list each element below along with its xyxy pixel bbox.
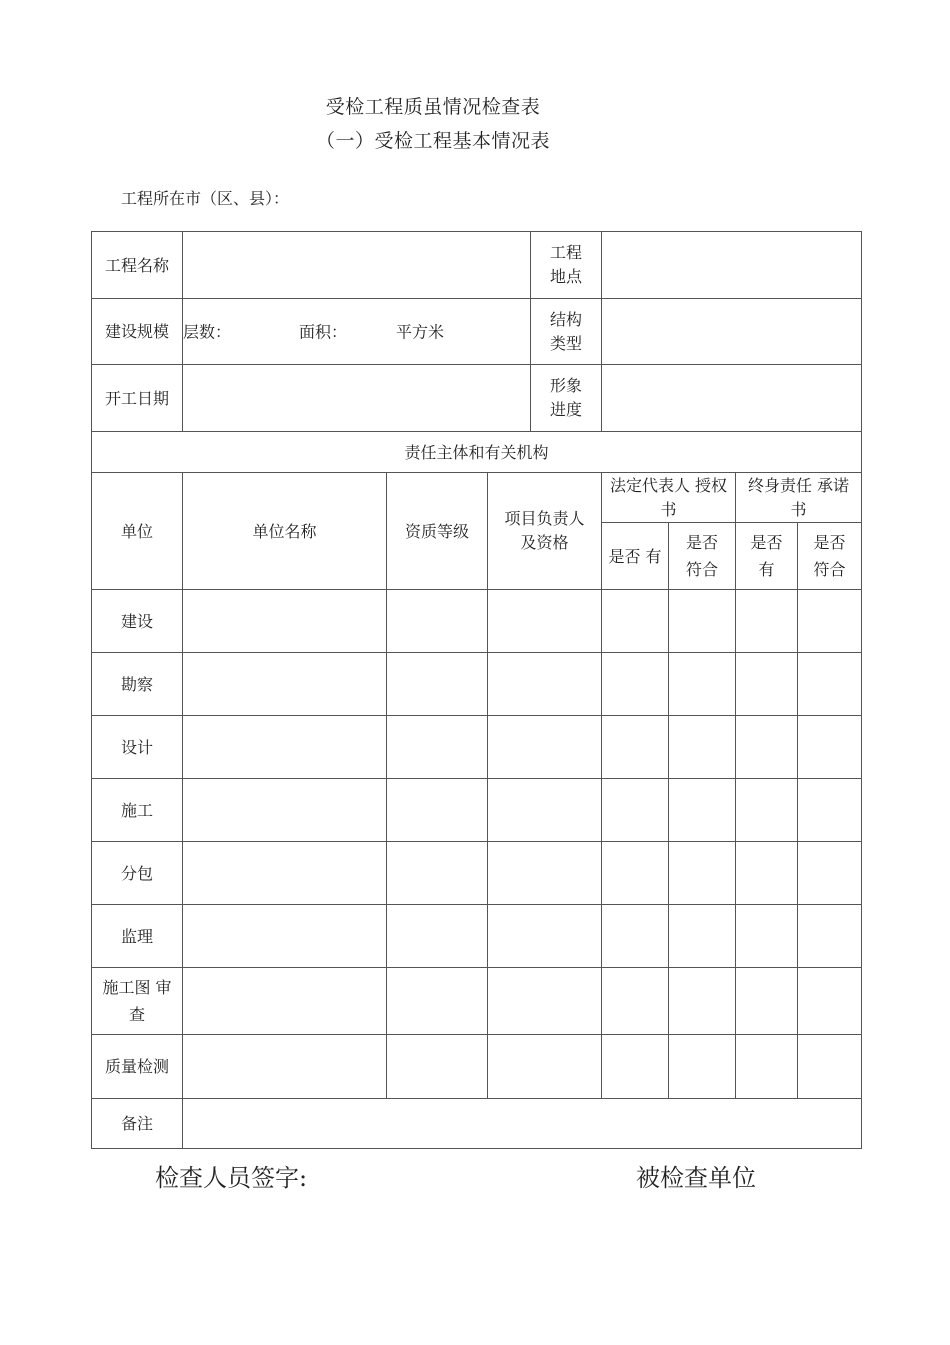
progress-value[interactable] <box>602 365 862 432</box>
cell[interactable] <box>669 842 736 905</box>
cell[interactable] <box>669 905 736 968</box>
cell[interactable] <box>183 716 387 779</box>
cell[interactable] <box>387 968 488 1035</box>
cell[interactable] <box>488 968 602 1035</box>
sub-match-commit: 是否 符合 <box>798 523 862 590</box>
progress-label: 形象 进度 <box>531 365 602 432</box>
floors-label: 层数： <box>183 322 232 341</box>
inspection-table <box>91 231 862 1149</box>
cell[interactable] <box>798 779 862 842</box>
cell[interactable] <box>798 716 862 779</box>
row-label: 分包 <box>92 842 183 905</box>
col-manager-header: 项目负责人 及资格 <box>488 473 602 590</box>
inspected-unit-label: 被检查单位 <box>636 1164 756 1192</box>
cell[interactable] <box>798 1035 862 1099</box>
col-unit-name-header: 单位名称 <box>183 473 387 590</box>
project-site-label: 工程 地点 <box>531 232 602 299</box>
cell[interactable] <box>736 779 798 842</box>
cell[interactable] <box>602 1035 669 1099</box>
cell[interactable] <box>183 905 387 968</box>
cell[interactable] <box>736 905 798 968</box>
table-row <box>92 842 862 905</box>
start-date-label: 开工日期 <box>92 365 183 432</box>
structure-type-label: 结构 类型 <box>531 299 602 365</box>
cell[interactable] <box>736 590 798 653</box>
document-subtitle: （一）受检工程基本情况表 <box>315 130 550 152</box>
cell[interactable] <box>798 590 862 653</box>
structure-type-value[interactable] <box>602 299 862 365</box>
build-scale-value[interactable] <box>183 299 531 365</box>
cell[interactable] <box>387 779 488 842</box>
col-grade-header: 资质等级 <box>387 473 488 590</box>
cell[interactable] <box>669 716 736 779</box>
project-site-value[interactable] <box>602 232 862 299</box>
cell[interactable] <box>387 842 488 905</box>
cell[interactable] <box>602 905 669 968</box>
table-row <box>92 653 862 716</box>
table-row <box>92 590 862 653</box>
cell[interactable] <box>736 653 798 716</box>
parties-section-title: 责任主体和有关机构 <box>92 432 862 473</box>
cell[interactable] <box>798 842 862 905</box>
col-commitment-header: 终身责任 承诺书 <box>736 473 862 523</box>
cell[interactable] <box>798 653 862 716</box>
cell[interactable] <box>387 716 488 779</box>
cell[interactable] <box>183 779 387 842</box>
row-label: 监理 <box>92 905 183 968</box>
cell[interactable] <box>669 653 736 716</box>
cell[interactable] <box>669 1035 736 1099</box>
cell[interactable] <box>387 653 488 716</box>
cell[interactable] <box>183 590 387 653</box>
sub-match-legal: 是否 符合 <box>669 523 736 590</box>
sub-has-legal: 是否 有 <box>602 523 669 590</box>
cell[interactable] <box>736 716 798 779</box>
cell[interactable] <box>488 590 602 653</box>
cell[interactable] <box>602 968 669 1035</box>
col-legal-auth-header: 法定代表人 授权书 <box>602 473 736 523</box>
table-row <box>92 968 862 1035</box>
cell[interactable] <box>602 590 669 653</box>
cell[interactable] <box>736 968 798 1035</box>
cell[interactable] <box>387 1035 488 1099</box>
cell[interactable] <box>602 716 669 779</box>
sub-has-commit: 是否 有 <box>736 523 798 590</box>
project-name-value[interactable] <box>183 232 531 299</box>
remarks-value[interactable] <box>183 1099 862 1149</box>
cell[interactable] <box>183 653 387 716</box>
cell[interactable] <box>798 905 862 968</box>
cell[interactable] <box>669 590 736 653</box>
cell[interactable] <box>387 590 488 653</box>
cell[interactable] <box>602 779 669 842</box>
col-unit-header: 单位 <box>92 473 183 590</box>
cell[interactable] <box>488 1035 602 1099</box>
cell[interactable] <box>488 905 602 968</box>
cell[interactable] <box>602 653 669 716</box>
row-label: 施工图 审查 <box>92 968 183 1035</box>
table-row <box>92 779 862 842</box>
area-unit: 平方米 <box>396 322 445 341</box>
table-row <box>92 1035 862 1099</box>
cell[interactable] <box>669 779 736 842</box>
area-label: 面积： <box>299 322 348 341</box>
cell[interactable] <box>183 1035 387 1099</box>
row-label: 设计 <box>92 716 183 779</box>
cell[interactable] <box>736 842 798 905</box>
start-date-value[interactable] <box>183 365 531 432</box>
cell[interactable] <box>669 968 736 1035</box>
table-row <box>92 716 862 779</box>
document-title: 受检工程质虽情况检查表 <box>325 96 541 118</box>
cell[interactable] <box>387 905 488 968</box>
cell[interactable] <box>183 842 387 905</box>
inspector-signature-label: 检查人员签字: <box>155 1164 308 1192</box>
row-label: 施工 <box>92 779 183 842</box>
cell[interactable] <box>602 842 669 905</box>
table-row <box>92 905 862 968</box>
row-label: 勘察 <box>92 653 183 716</box>
cell[interactable] <box>488 653 602 716</box>
row-label: 质量检测 <box>92 1035 183 1099</box>
cell[interactable] <box>488 842 602 905</box>
remarks-label: 备注 <box>92 1099 183 1149</box>
cell[interactable] <box>183 968 387 1035</box>
cell[interactable] <box>488 779 602 842</box>
cell[interactable] <box>488 716 602 779</box>
row-label: 建设 <box>92 590 183 653</box>
cell[interactable] <box>798 968 862 1035</box>
project-name-label: 工程名称 <box>92 232 183 299</box>
build-scale-label: 建设规模 <box>92 299 183 365</box>
cell[interactable] <box>736 1035 798 1099</box>
location-label: 工程所在市（区、县）： <box>121 189 290 208</box>
